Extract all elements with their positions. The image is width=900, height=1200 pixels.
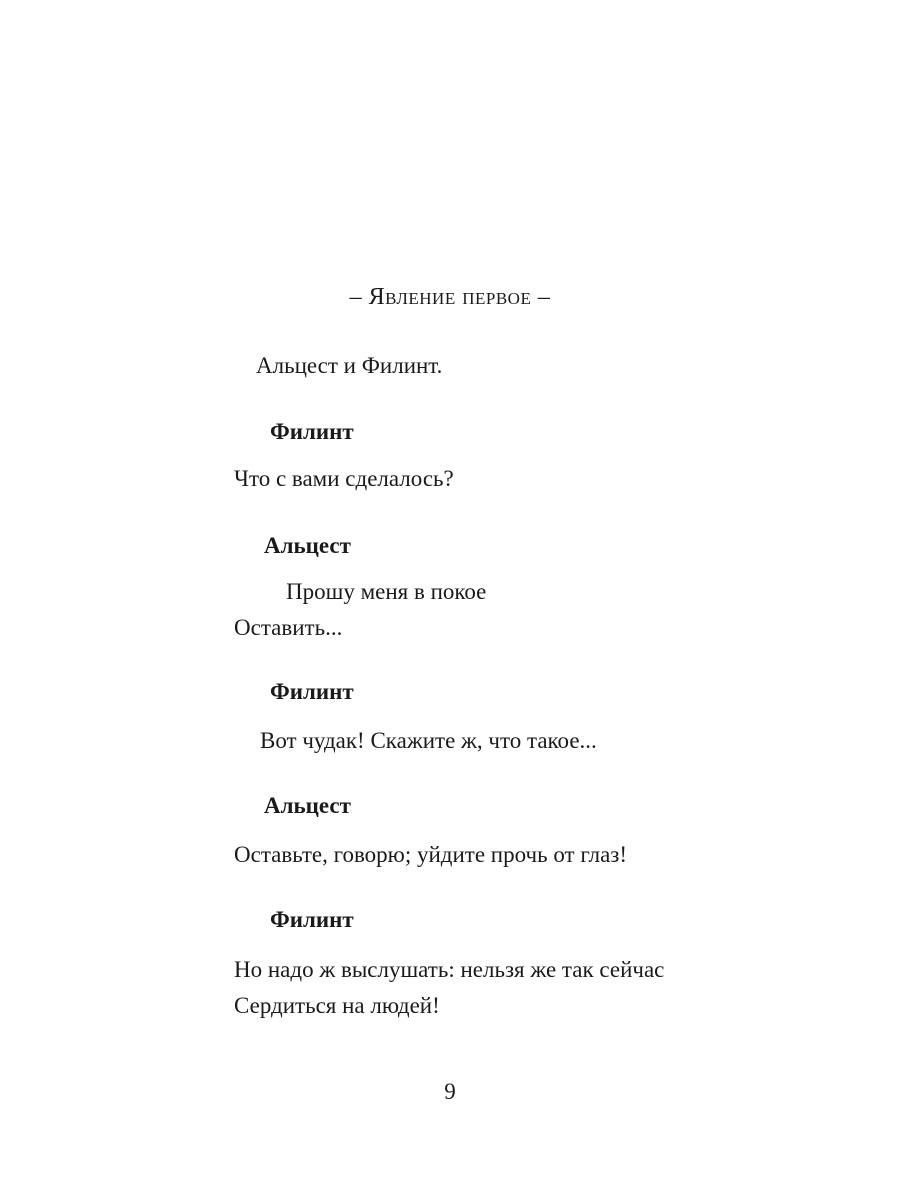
speaker-name: Альцест — [264, 533, 351, 558]
verse-line: Что с вами сделалось? — [234, 466, 454, 491]
scene-title-dash-left: – — [349, 284, 369, 310]
scene-title-text: Явление первое — [368, 284, 532, 310]
scene-title — [0, 285, 900, 309]
verse-line: Оставьте, говорю; уйдите прочь от глаз! — [234, 842, 628, 867]
verse-line: Вот чудак! Скажите ж, что такое... — [260, 728, 597, 753]
scene-title-dash-right: – — [531, 284, 551, 310]
verse-line: Сердиться на людей! — [234, 993, 440, 1018]
speaker-name: Филинт — [270, 679, 354, 704]
speaker-name: Филинт — [270, 419, 354, 444]
speaker-name: Филинт — [270, 907, 354, 932]
verse-line: Оставить... — [234, 615, 343, 640]
speaker-name: Альцест — [264, 793, 351, 818]
stage-direction: Альцест и Филинт. — [256, 353, 443, 378]
verse-line: Прошу меня в покое — [286, 579, 487, 604]
verse-line: Но надо ж выслушать: нельзя же так сейчас — [234, 957, 665, 982]
page-number: 9 — [444, 1079, 456, 1104]
